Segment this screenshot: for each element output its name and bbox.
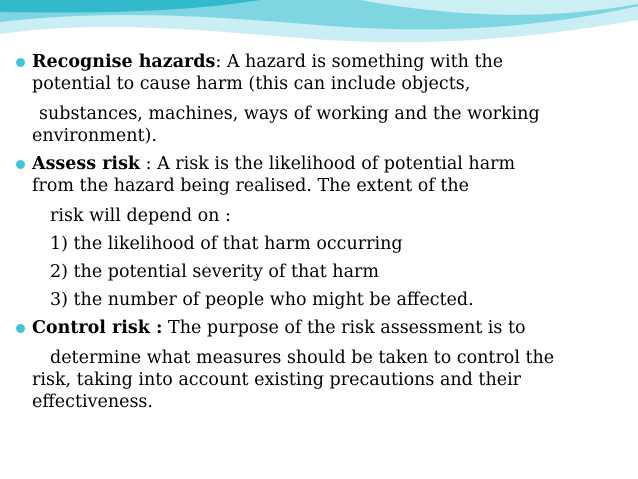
text-line: risk, taking into account existing precautions and their — [32, 370, 522, 390]
bullet-line — [32, 154, 515, 174]
text-line: 3) the number of people who might be affected. — [50, 290, 474, 310]
text-line: from the hazard being realised. The extent of the — [32, 176, 470, 196]
bullet-line — [32, 52, 503, 72]
heading-assess-risk: Assess risk — [32, 154, 141, 174]
text-line: determine what measures should be taken to control the — [50, 348, 555, 368]
heading-recognise-hazards: Recognise hazards — [32, 52, 216, 72]
bullet-icon — [16, 160, 25, 169]
text-line: The purpose of the risk assessment is to — [168, 318, 526, 338]
text-line: A hazard is something with the — [226, 52, 504, 72]
heading-control-risk: Control risk : — [32, 318, 163, 338]
text-line: environment). — [32, 126, 157, 146]
separator: : — [215, 52, 227, 72]
text-line: risk will depend on : — [50, 206, 231, 226]
bullet-icon — [16, 58, 25, 67]
text-line: 2) the potential severity of that harm — [50, 262, 379, 282]
text-line: potential to cause harm (this can include objects, — [32, 74, 471, 94]
text-line: substances, machines, ways of working and the working — [39, 104, 540, 124]
text-line: 1) the likelihood of that harm occurring — [50, 234, 403, 254]
text-line: effectiveness. — [32, 392, 153, 412]
text-line: A risk is the likelihood of potential harm — [157, 154, 516, 174]
bullet-icon — [16, 324, 25, 333]
bullet-line — [32, 318, 526, 338]
separator: : — [140, 154, 158, 174]
